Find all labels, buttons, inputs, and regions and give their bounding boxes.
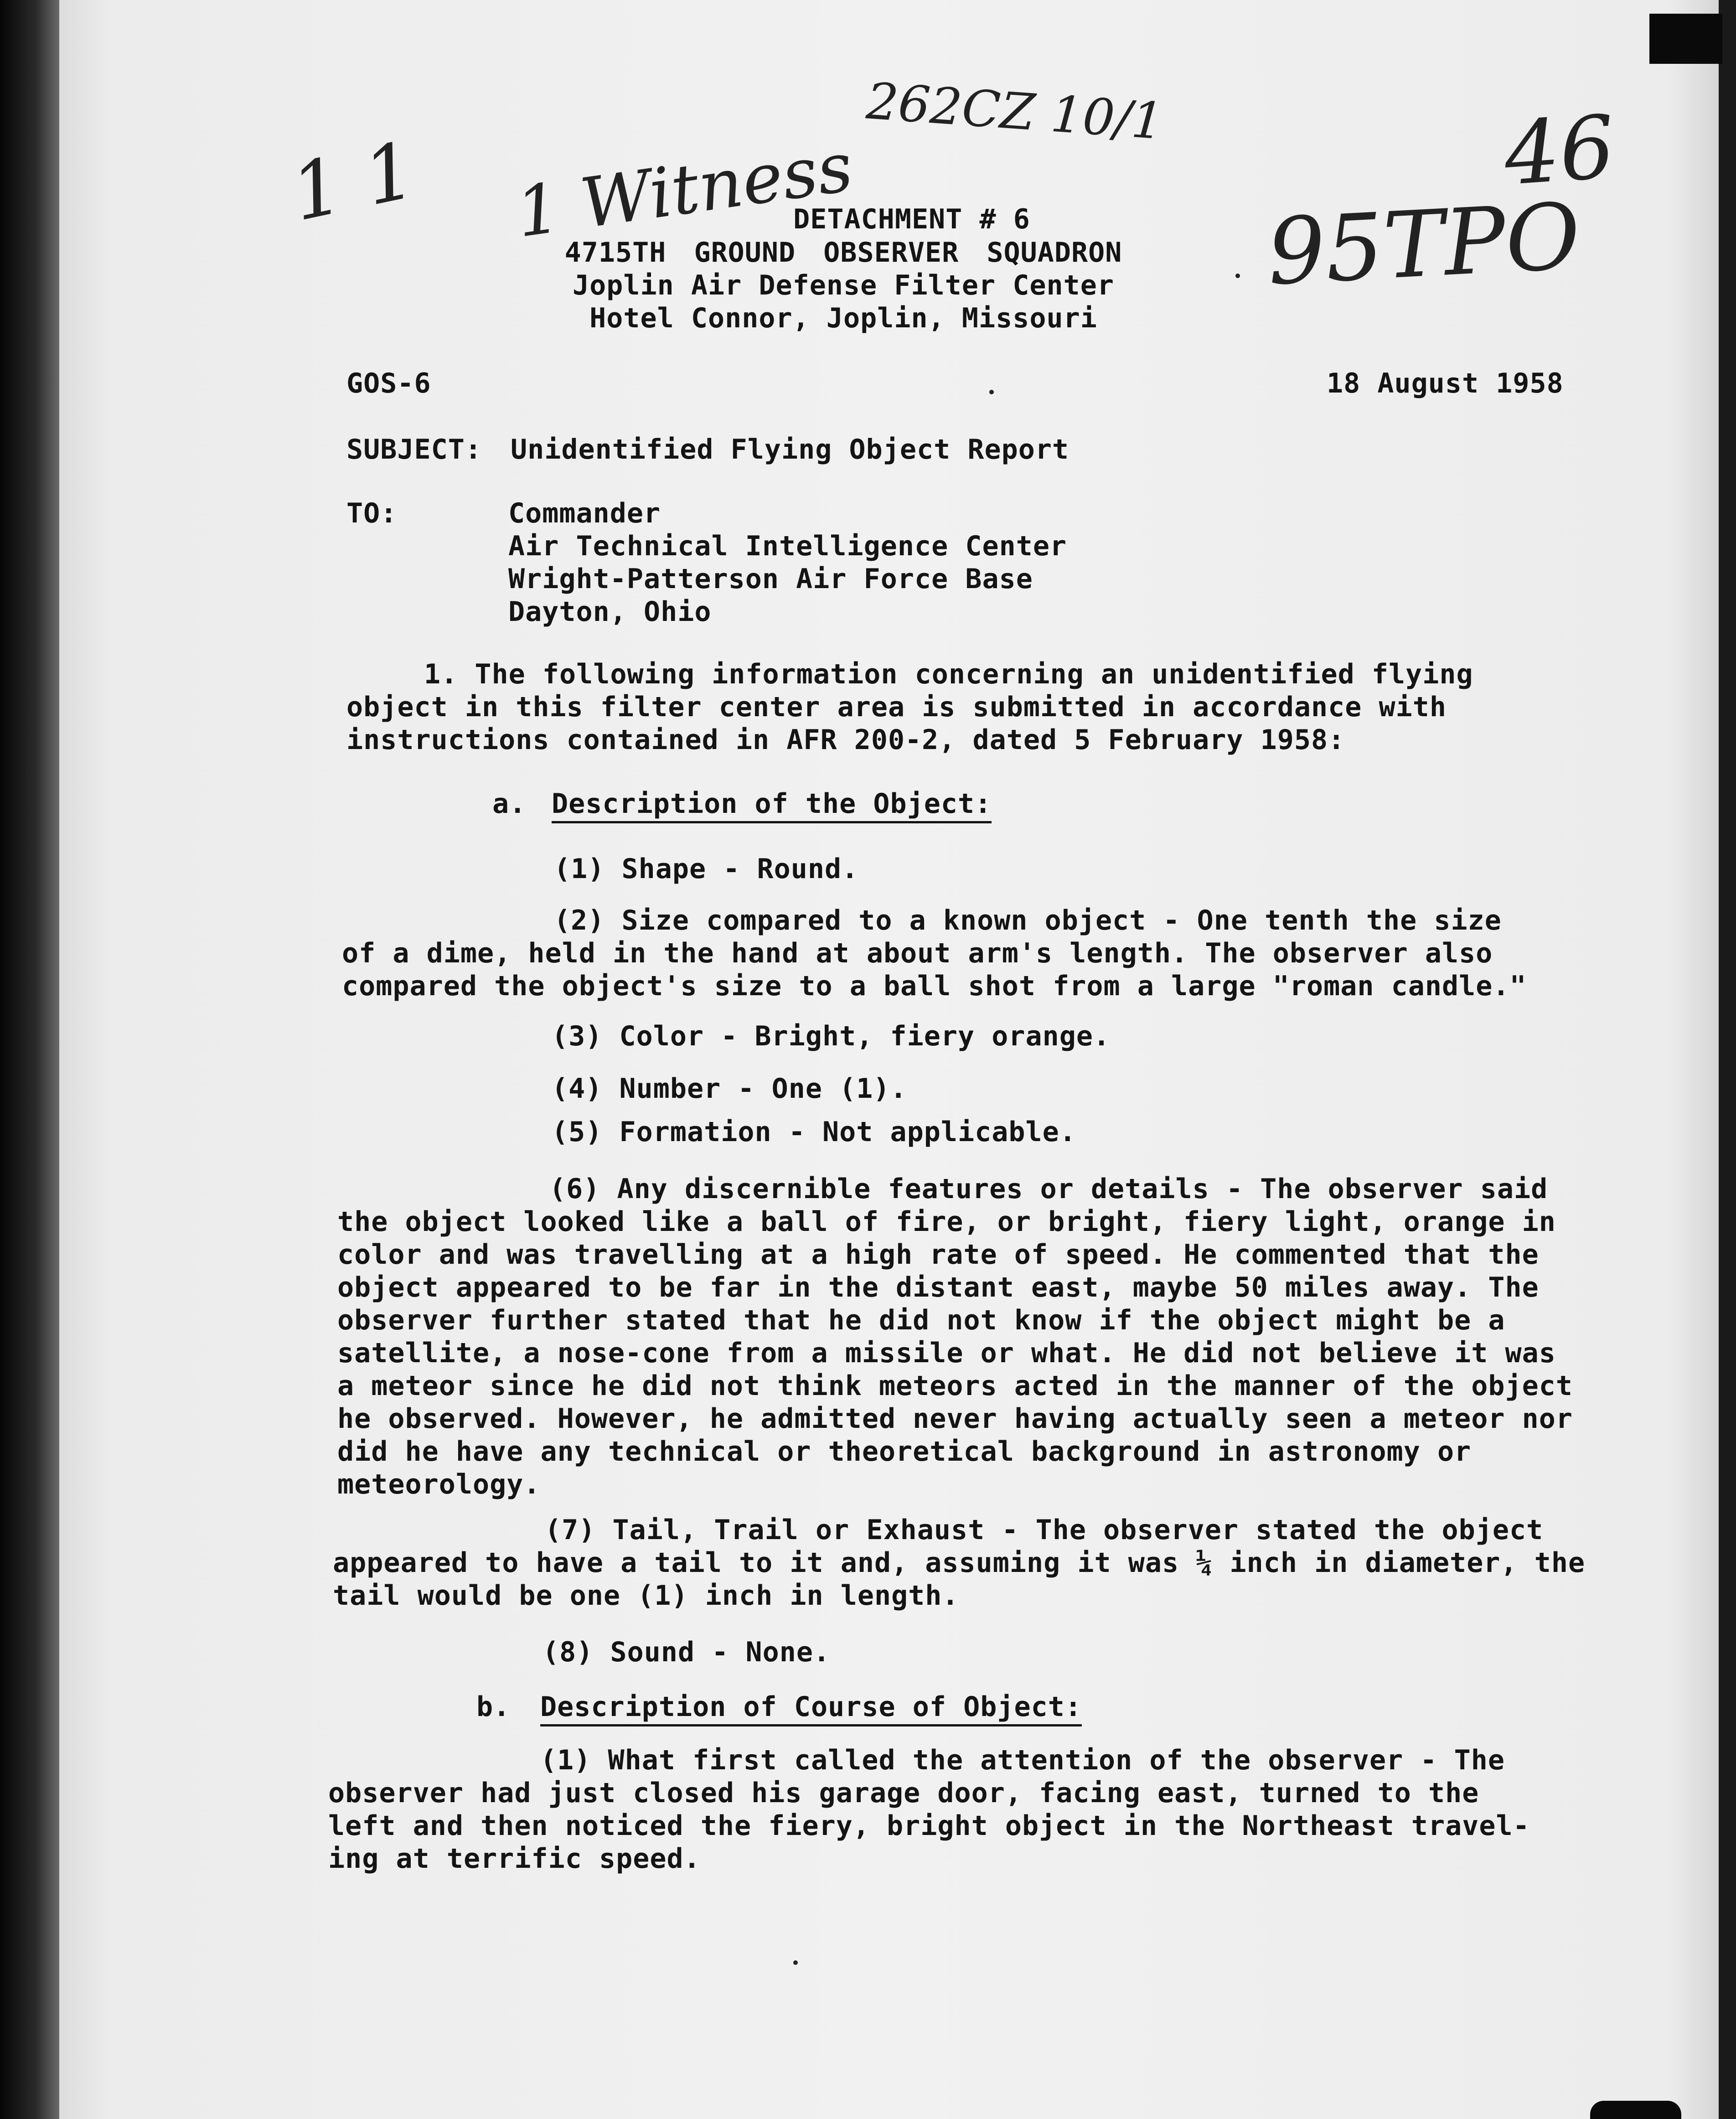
item-tail-line: tail would be one (1) inch in length. <box>333 1580 959 1612</box>
course-item-line: (1) What first called the attention of the observer - The <box>540 1744 1505 1776</box>
speck <box>793 1960 798 1965</box>
item-features-line: he observed. However, he admitted never having actually seen a meteor nor <box>337 1403 1573 1435</box>
item-tail-line: appeared to have a tail to it and, assuming it was ¼ inch in diameter, the <box>333 1547 1586 1579</box>
to-address-line: Dayton, Ohio <box>508 596 712 628</box>
handwritten-code: 95TPO <box>1265 183 1583 306</box>
para1-line: 1. The following information concerning an unidentified flying <box>424 658 1473 690</box>
item-sound: (8) Sound - None. <box>542 1636 831 1668</box>
handwritten-left-mark: 1 1 <box>284 125 423 239</box>
course-item-line: left and then noticed the fiery, bright object in the Northeast travel- <box>328 1810 1530 1842</box>
scan-corner-mark-bottom <box>1590 2101 1681 2119</box>
handwritten-number: 46 <box>1501 96 1618 205</box>
to-address-line: Commander <box>508 497 661 529</box>
to-label: TO: <box>346 497 398 529</box>
course-item-line: observer had just closed his garage door, facing east, turned to the <box>328 1777 1479 1809</box>
item-shape: (1) Shape - Round. <box>554 853 859 885</box>
item-features-line: observer further stated that he did not know if the object might be a <box>337 1304 1505 1336</box>
office-symbol: GOS-6 <box>346 367 431 399</box>
scan-edge-shadow <box>0 0 59 2119</box>
speck <box>989 390 994 394</box>
item-size-line: compared the object's size to a ball shot from a large "roman candle." <box>342 970 1527 1002</box>
item-color: (3) Color - Bright, fiery orange. <box>552 1020 1111 1052</box>
item-features-line: color and was travelling at a high rate of speed. He commented that the <box>337 1239 1539 1271</box>
para1-line: instructions contained in AFR 200-2, dated 5 February 1958: <box>346 724 1345 756</box>
item-features-line: (6) Any discernible features or details - The observer said <box>549 1173 1548 1205</box>
section-b-heading: Description of Course of Object: <box>540 1690 1082 1726</box>
header-filter-center: Joplin Air Defense Filter Center <box>573 269 1114 301</box>
header-squadron: 4715TH GROUND OBSERVER SQUADRON <box>564 237 1122 269</box>
item-features-line: the object looked like a ball of fire, or bright, fiery light, orange in <box>337 1206 1556 1238</box>
to-address-line: Air Technical Intelligence Center <box>508 530 1067 562</box>
item-tail-line: (7) Tail, Trail or Exhaust - The observer stated the object <box>545 1514 1544 1546</box>
section-b-marker: b. <box>476 1691 511 1723</box>
item-features-line: meteorology. <box>337 1468 541 1500</box>
to-address-line: Wright-Patterson Air Force Base <box>508 563 1033 595</box>
item-features-line: did he have any technical or theoretical background in astronomy or <box>337 1436 1472 1468</box>
item-features-line: satellite, a nose-cone from a missile or what. He did not believe it was <box>337 1337 1556 1369</box>
section-a-marker: a. <box>492 788 527 820</box>
item-size-line: (2) Size compared to a known object - One tenth the size <box>554 904 1502 936</box>
letter-date: 18 August 1958 <box>1327 367 1564 399</box>
subject-label: SUBJECT: <box>346 434 482 465</box>
course-item-line: ing at terrific speed. <box>328 1843 701 1875</box>
header-detachment: DETACHMENT # 6 <box>793 203 1030 235</box>
subject-text: Unidentified Flying Object Report <box>511 434 1070 465</box>
handwritten-witness-note: 1 Witness <box>511 127 858 253</box>
para1-line: object in this filter center area is submitted in accordance with <box>346 691 1447 723</box>
item-features-line: object appeared to be far in the distant east, maybe 50 miles away. The <box>337 1271 1539 1303</box>
speck <box>1235 274 1240 278</box>
item-size-line: of a dime, held in the hand at about arm's length. The observer also <box>342 937 1493 969</box>
item-features-line: a meteor since he did not think meteors acted in the manner of the object <box>337 1370 1573 1402</box>
scan-corner-mark <box>1649 14 1722 64</box>
section-a-heading: Description of the Object: <box>552 787 992 823</box>
item-number: (4) Number - One (1). <box>552 1073 907 1105</box>
handwritten-top-scrawl: 262CZ 10/1 <box>864 72 1166 151</box>
header-address: Hotel Connor, Joplin, Missouri <box>589 302 1097 334</box>
item-formation: (5) Formation - Not applicable. <box>552 1116 1076 1148</box>
